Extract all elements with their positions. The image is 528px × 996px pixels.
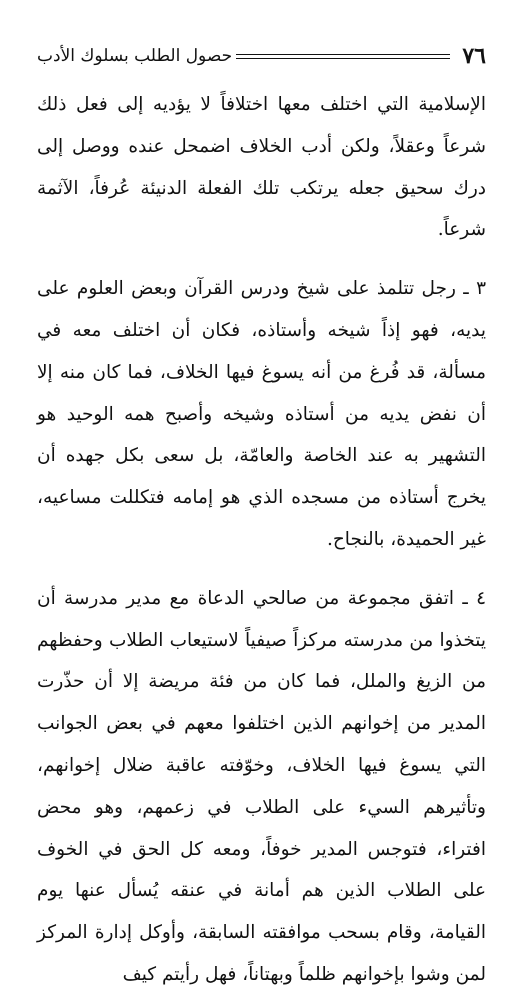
page-header bbox=[37, 38, 486, 74]
page-number: ٧٦ bbox=[462, 43, 486, 69]
paragraph-example-4: ٤ ـ اتفق مجموعة من صالحي الدعاة مع مدير مدرسة أن يتخذوا من مدرسته مركزاً صيفياً لاستيعاب الطلاب وحفظهم من الزيغ والملل، فما كان من فئة مريضة إلا أن حذّرت المدير من إخوانهم الذين اختلفوا معهم في بعض الجوانب التي يسوغ فيها الخلاف، وخوّفته عاقبة ضلال إخوانهم، وتأثيرهم السيء على الطلاب في زعمهم، وهو محض افتراء، فتوجس المدير خوفاً، ومعه كل الحق في الخوف على الطلاب الذين هم أمانة في عنقه يُسأل عنها يوم القيامة، وقام بسحب موافقته السابقة، وأوكل إدارة المركز لمن وشوا بإخوانهم ظلماً وبهتاناً، فهل رأيتم كيف bbox=[37, 587, 486, 985]
paragraph-example-3: ٣ ـ رجل تتلمذ على شيخ ودرس القرآن وبعض العلوم على يديه، فهو إذاً شيخه وأستاذه، فكان أن اختلف معه في مسألة، قد فُرغ من أنه يسوغ فيها الخلاف، فما كان منه إلا أن نفض يديه من أستاذه وشيخه وأصبح همه الوحيد هو التشهير به عند الخاصة والعامّة، بل سعى بكل جهده أن يخرج أستاذه من مسجده الذي هو إمامه فتكللت مساعيه، غير الحميدة، بالنجاح. bbox=[37, 278, 486, 550]
header-rule bbox=[236, 54, 450, 59]
running-title: حصول الطلب بسلوك الأدب bbox=[37, 45, 233, 66]
paragraph-continuation: الإسلامية التي اختلف معها اختلافاً لا يؤديه إلى فعل ذلك شرعاً وعقلاً، ولكن أدب الخلاف اضمحل عنده ووصل إلى درك سحيق جعله يرتكب تلك الفعلة الدنيئة عُرفاً، الآثمة شرعاً. bbox=[37, 94, 486, 241]
page-body bbox=[37, 84, 486, 996]
